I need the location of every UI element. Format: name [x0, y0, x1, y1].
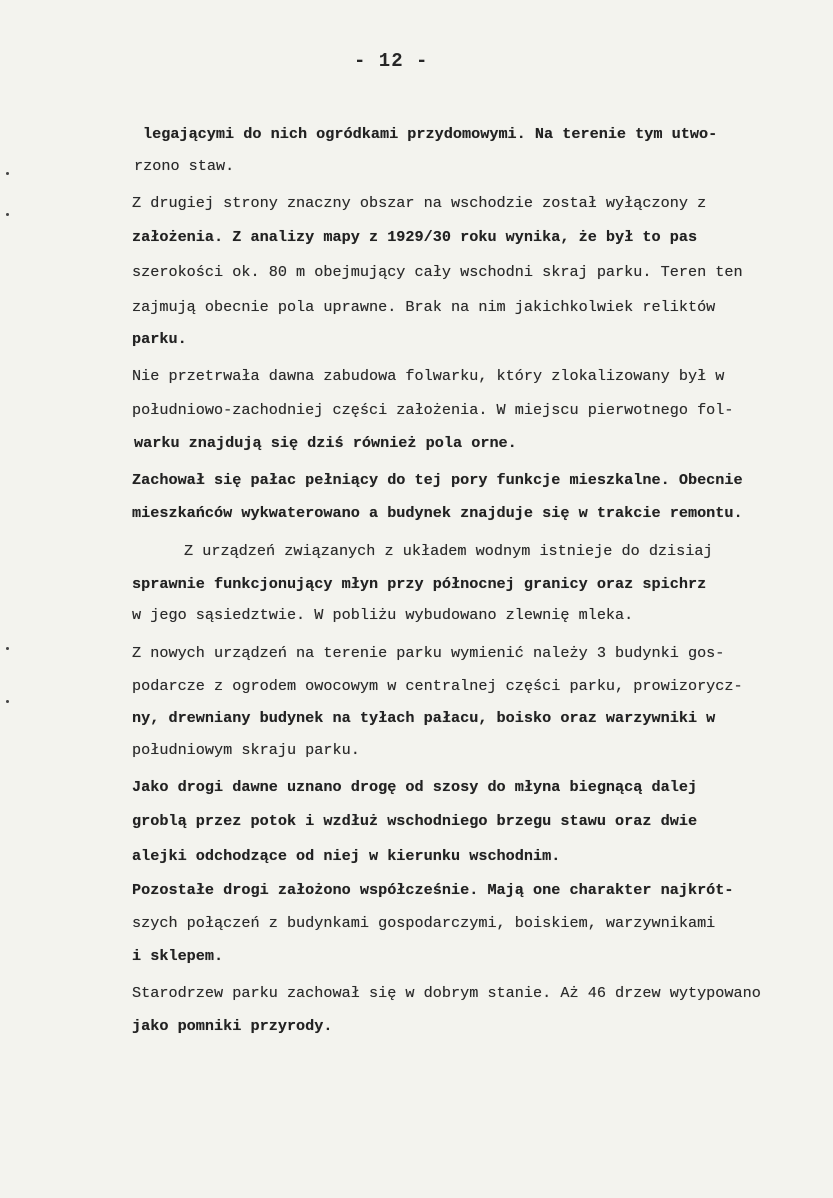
text-line: szych połączeń z budynkami gospodarczymi, boiskiem, warzywnikami — [132, 914, 716, 932]
text-line: południowo-zachodniej części założenia. W miejscu pierwotnego fol- — [132, 401, 734, 419]
text-line: mieszkańców wykwaterowano a budynek znajduje się w trakcie remontu. — [132, 504, 743, 522]
text-line: legającymi do nich ogródkami przydomowymi. Na terenie tym utwo- — [143, 125, 718, 143]
text-line: alejki odchodzące od niej w kierunku wschodnim. — [132, 847, 561, 865]
text-line: jako pomniki przyrody. — [132, 1017, 333, 1035]
text-line: zajmują obecnie pola uprawne. Brak na nim jakichkolwiek reliktów — [132, 298, 716, 316]
margin-mark — [6, 647, 9, 650]
page-number: - 12 - — [354, 50, 429, 72]
text-line: Nie przetrwała dawna zabudowa folwarku, który zlokalizowany był w — [132, 367, 725, 385]
text-line: Zachował się pałac pełniący do tej pory funkcje mieszkalne. Obecnie — [132, 471, 743, 489]
text-line: w jego sąsiedztwie. W pobliżu wybudowano zlewnię mleka. — [132, 606, 634, 624]
text-line: warku znajdują się dziś również pola orne. — [134, 434, 517, 452]
text-line: ny, drewniany budynek na tyłach pałacu, boisko oraz warzywniki w — [132, 709, 716, 727]
margin-mark — [6, 213, 9, 216]
text-line: Pozostałe drogi założono współcześnie. Mają one charakter najkrót- — [132, 881, 734, 899]
text-line: i sklepem. — [132, 947, 224, 965]
text-line: sprawnie funkcjonujący młyn przy północnej granicy oraz spichrz — [132, 575, 707, 593]
text-line: Z nowych urządzeń na terenie parku wymienić należy 3 budynki gos- — [132, 644, 725, 662]
text-line: Z drugiej strony znaczny obszar na wschodzie został wyłączony z — [132, 194, 707, 212]
text-line: parku. — [132, 330, 187, 348]
text-line: założenia. Z analizy mapy z 1929/30 roku wynika, że był to pas — [132, 228, 698, 246]
text-line: południowym skraju parku. — [132, 741, 360, 759]
text-line: groblą przez potok i wzdłuż wschodniego brzegu stawu oraz dwie — [132, 812, 698, 830]
text-line: Z urządzeń związanych z układem wodnym istnieje do dzisiaj — [184, 542, 713, 560]
margin-mark — [6, 172, 9, 175]
text-line: Starodrzew parku zachował się w dobrym stanie. Aż 46 drzew wytypowano — [132, 984, 761, 1002]
text-line: podarcze z ogrodem owocowym w centralnej części parku, prowizorycz- — [132, 677, 743, 695]
margin-mark — [6, 700, 9, 703]
text-line: rzono staw. — [134, 157, 235, 175]
text-line: szerokości ok. 80 m obejmujący cały wschodni skraj parku. Teren ten — [132, 263, 743, 281]
text-line: Jako drogi dawne uznano drogę od szosy do młyna biegnącą dalej — [132, 778, 698, 796]
